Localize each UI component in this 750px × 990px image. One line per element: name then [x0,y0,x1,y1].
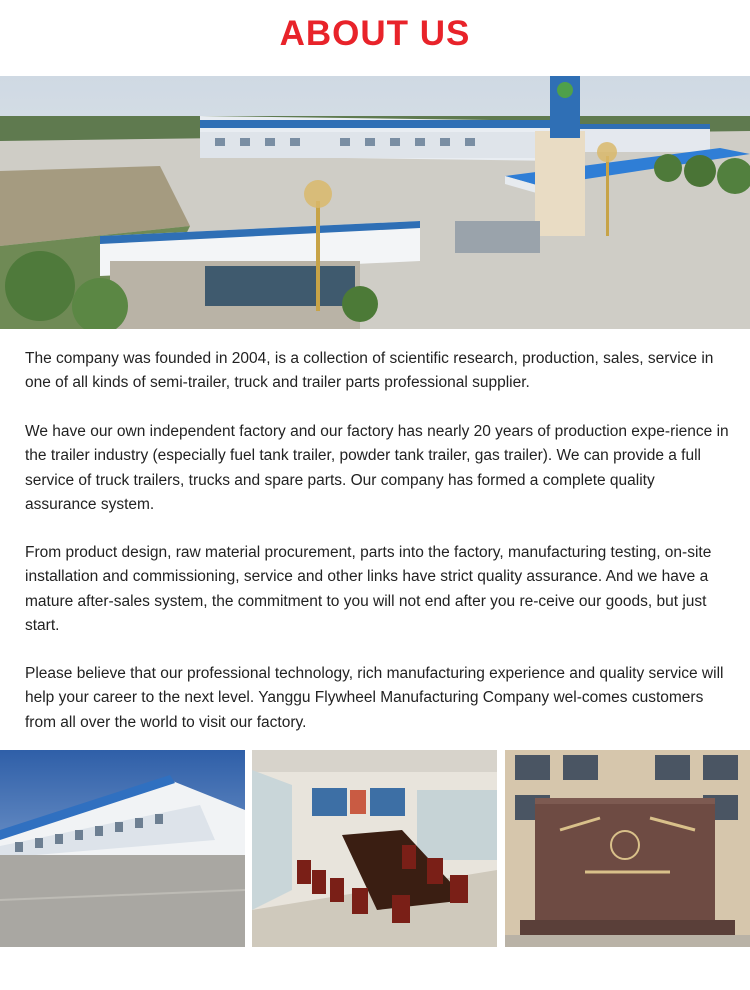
factory-aerial-photo [0,76,750,329]
intro-paragraph-1: The company was founded in 2004, is a collection of scientific research, production, sales, service in one of all kinds of semi-trailer, truck and trailer parts professional supplier. [25,350,714,392]
intro-paragraph-3: From product design, raw material procurement, parts into the factory, manufacturing testing, on-site installation and commissioning, service and other links have strict quality assurance. And we have a mature after-sales system, the commitment to you will not end after you re-ceive our goods, but just start. [25,544,712,634]
page-title: ABOUT US [279,14,471,53]
factory-building-photo [0,750,245,947]
entrance-stone-sign-photo [505,750,750,947]
intro-paragraph-4: Please believe that our professional technology, rich manufacturing experience and quality service will help your career to the next level. Yanggu Flywheel Manufacturing Company wel-comes customers from all over the world to visit our factory. [25,665,724,731]
meeting-room-photo [252,750,497,947]
intro-paragraph-2: We have our own independent factory and our factory has nearly 20 years of production expe-rience in the trailer industry (especially fuel tank trailer, powder tank trailer, gas trailer). We can provide a full service of truck trailers, trucks and spare parts. Our company has formed a complete quality assurance system. [25,423,729,513]
